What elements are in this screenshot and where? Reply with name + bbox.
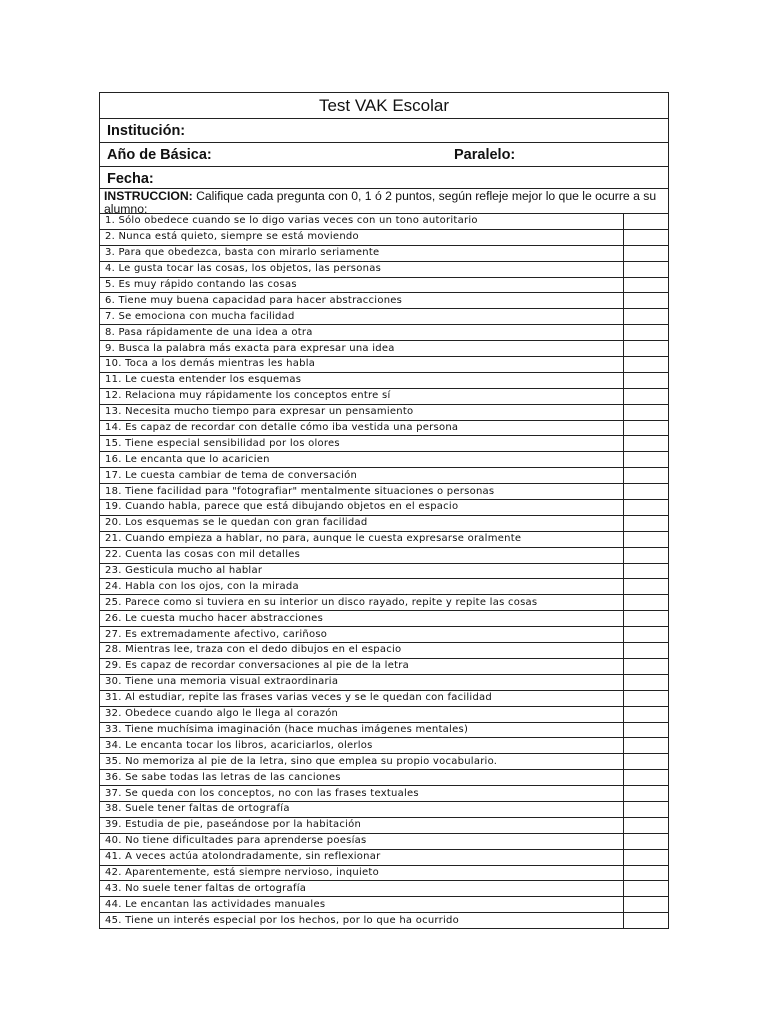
question-text: 16. Le encanta que lo acaricien xyxy=(100,452,624,468)
answer-cell[interactable] xyxy=(624,436,669,452)
question-text: 30. Tiene una memoria visual extraordinaria xyxy=(100,674,624,690)
answer-cell[interactable] xyxy=(624,801,669,817)
question-row xyxy=(100,595,668,611)
question-row xyxy=(100,833,668,849)
answer-cell[interactable] xyxy=(624,579,669,595)
question-row xyxy=(100,531,668,547)
question-text: 36. Se sabe todas las letras de las canciones xyxy=(100,770,624,786)
answer-cell[interactable] xyxy=(624,341,669,357)
question-row xyxy=(100,309,668,325)
vak-test-form xyxy=(99,92,669,929)
answer-cell[interactable] xyxy=(624,420,669,436)
question-text: 10. Toca a los demás mientras les habla xyxy=(100,357,624,373)
question-text: 29. Es capaz de recordar conversaciones al pie de la letra xyxy=(100,658,624,674)
question-text: 15. Tiene especial sensibilidad por los olores xyxy=(100,436,624,452)
question-text: 1. Sólo obedece cuando se lo digo varias veces con un tono autoritario xyxy=(100,214,624,229)
question-text: 19. Cuando habla, parece que está dibujando objetos en el espacio xyxy=(100,500,624,516)
question-text: 8. Pasa rápidamente de una idea a otra xyxy=(100,325,624,341)
answer-cell[interactable] xyxy=(624,817,669,833)
question-text: 32. Obedece cuando algo le llega al corazón xyxy=(100,706,624,722)
question-row xyxy=(100,357,668,373)
question-text: 22. Cuenta las cosas con mil detalles xyxy=(100,547,624,563)
question-row xyxy=(100,770,668,786)
question-text: 43. No suele tener faltas de ortografía xyxy=(100,881,624,897)
answer-cell[interactable] xyxy=(624,214,669,229)
question-row xyxy=(100,563,668,579)
question-text: 28. Mientras lee, traza con el dedo dibujos en el espacio xyxy=(100,643,624,659)
answer-cell[interactable] xyxy=(624,293,669,309)
question-row xyxy=(100,372,668,388)
question-text: 5. Es muy rápido contando las cosas xyxy=(100,277,624,293)
question-row xyxy=(100,261,668,277)
question-row xyxy=(100,277,668,293)
question-text: 38. Suele tener faltas de ortografía xyxy=(100,801,624,817)
question-row xyxy=(100,420,668,436)
answer-cell[interactable] xyxy=(624,658,669,674)
question-text: 23. Gesticula mucho al hablar xyxy=(100,563,624,579)
question-row xyxy=(100,801,668,817)
answer-cell[interactable] xyxy=(624,865,669,881)
question-text: 25. Parece como si tuviera en su interior un disco rayado, repite y repite las cosas xyxy=(100,595,624,611)
answer-cell[interactable] xyxy=(624,643,669,659)
question-row xyxy=(100,214,668,229)
answer-cell[interactable] xyxy=(624,897,669,913)
question-row xyxy=(100,325,668,341)
answer-cell[interactable] xyxy=(624,388,669,404)
answer-cell[interactable] xyxy=(624,770,669,786)
question-text: 12. Relaciona muy rápidamente los conceptos entre sí xyxy=(100,388,624,404)
question-text: 37. Se queda con los conceptos, no con las frases textuales xyxy=(100,786,624,802)
anio-field[interactable]: Año de Básica: xyxy=(107,147,212,163)
question-row xyxy=(100,738,668,754)
question-text: 33. Tiene muchísima imaginación (hace muchas imágenes mentales) xyxy=(100,722,624,738)
answer-cell[interactable] xyxy=(624,611,669,627)
question-text: 3. Para que obedezca, basta con mirarlo seriamente xyxy=(100,245,624,261)
question-row xyxy=(100,897,668,913)
question-text: 24. Habla con los ojos, con la mirada xyxy=(100,579,624,595)
answer-cell[interactable] xyxy=(624,595,669,611)
question-row xyxy=(100,865,668,881)
question-row xyxy=(100,484,668,500)
answer-cell[interactable] xyxy=(624,484,669,500)
question-text: 4. Le gusta tocar las cosas, los objetos, las personas xyxy=(100,261,624,277)
question-text: 20. Los esquemas se le quedan con gran facilidad xyxy=(100,515,624,531)
answer-cell[interactable] xyxy=(624,309,669,325)
anio-paralelo-row xyxy=(100,143,668,167)
question-row xyxy=(100,706,668,722)
answer-cell[interactable] xyxy=(624,372,669,388)
question-text: 14. Es capaz de recordar con detalle cómo iba vestida una persona xyxy=(100,420,624,436)
answer-cell[interactable] xyxy=(624,849,669,865)
question-row xyxy=(100,500,668,516)
answer-cell[interactable] xyxy=(624,245,669,261)
question-text: 26. Le cuesta mucho hacer abstracciones xyxy=(100,611,624,627)
fecha-field[interactable] xyxy=(100,167,668,189)
answer-cell[interactable] xyxy=(624,515,669,531)
answer-cell[interactable] xyxy=(624,325,669,341)
question-row xyxy=(100,849,668,865)
question-row xyxy=(100,913,668,928)
institucion-label: Institución: xyxy=(107,123,186,139)
question-text: 45. Tiene un interés especial por los hechos, por lo que ha ocurrido xyxy=(100,913,624,928)
answer-cell[interactable] xyxy=(624,531,669,547)
question-text: 18. Tiene facilidad para "fotografiar" mentalmente situaciones o personas xyxy=(100,484,624,500)
question-text: 41. A veces actúa atolondradamente, sin reflexionar xyxy=(100,849,624,865)
question-row xyxy=(100,722,668,738)
answer-cell[interactable] xyxy=(624,706,669,722)
answer-cell[interactable] xyxy=(624,913,669,928)
question-row xyxy=(100,643,668,659)
question-text: 11. Le cuesta entender los esquemas xyxy=(100,372,624,388)
answer-cell[interactable] xyxy=(624,690,669,706)
answer-cell[interactable] xyxy=(624,738,669,754)
question-row xyxy=(100,515,668,531)
answer-cell[interactable] xyxy=(624,674,669,690)
answer-cell[interactable] xyxy=(624,833,669,849)
answer-cell[interactable] xyxy=(624,500,669,516)
form-title: Test VAK Escolar xyxy=(100,93,668,119)
question-row xyxy=(100,436,668,452)
answer-cell[interactable] xyxy=(624,881,669,897)
question-text: 42. Aparentemente, está siempre nervioso, inquieto xyxy=(100,865,624,881)
question-text: 40. No tiene dificultades para aprenderse poesías xyxy=(100,833,624,849)
fecha-label: Fecha: xyxy=(107,171,154,187)
question-text: 9. Busca la palabra más exacta para expresar una idea xyxy=(100,341,624,357)
question-row xyxy=(100,611,668,627)
answer-cell[interactable] xyxy=(624,229,669,245)
question-row xyxy=(100,627,668,643)
question-row xyxy=(100,468,668,484)
question-row xyxy=(100,452,668,468)
question-text: 13. Necesita mucho tiempo para expresar un pensamiento xyxy=(100,404,624,420)
question-row xyxy=(100,690,668,706)
question-text: 17. Le cuesta cambiar de tema de conversación xyxy=(100,468,624,484)
question-row xyxy=(100,658,668,674)
question-text: 44. Le encantan las actividades manuales xyxy=(100,897,624,913)
answer-cell[interactable] xyxy=(624,754,669,770)
question-text: 7. Se emociona con mucha facilidad xyxy=(100,309,624,325)
question-row xyxy=(100,579,668,595)
instruction-label: INSTRUCCION: xyxy=(104,189,193,203)
question-row xyxy=(100,817,668,833)
question-row xyxy=(100,547,668,563)
instruction-text xyxy=(100,189,668,214)
question-text: 35. No memoriza al pie de la letra, sino que emplea su propio vocabulario. xyxy=(100,754,624,770)
answer-cell[interactable] xyxy=(624,452,669,468)
paralelo-field[interactable]: Paralelo: xyxy=(454,147,516,163)
question-row xyxy=(100,786,668,802)
question-text: 39. Estudia de pie, paseándose por la habitación xyxy=(100,817,624,833)
answer-cell[interactable] xyxy=(624,404,669,420)
question-row xyxy=(100,674,668,690)
question-text: 21. Cuando empieza a hablar, no para, aunque le cuesta expresarse oralmente xyxy=(100,531,624,547)
question-row xyxy=(100,293,668,309)
answer-cell[interactable] xyxy=(624,277,669,293)
question-row xyxy=(100,341,668,357)
question-row xyxy=(100,245,668,261)
question-row xyxy=(100,754,668,770)
answer-cell[interactable] xyxy=(624,261,669,277)
answer-cell[interactable] xyxy=(624,468,669,484)
answer-cell[interactable] xyxy=(624,547,669,563)
instruction-body: Califique cada pregunta con 0, 1 ó 2 puntos, según refleje mejor lo que le ocurre a su alumno: xyxy=(104,189,657,216)
question-row xyxy=(100,388,668,404)
question-text: 34. Le encanta tocar los libros, acariciarlos, olerlos xyxy=(100,738,624,754)
answer-cell[interactable] xyxy=(624,563,669,579)
answer-cell[interactable] xyxy=(624,786,669,802)
questions-table xyxy=(100,214,668,928)
question-text: 2. Nunca está quieto, siempre se está moviendo xyxy=(100,229,624,245)
question-text: 31. Al estudiar, repite las frases varias veces y se le quedan con facilidad xyxy=(100,690,624,706)
question-text: 27. Es extremadamente afectivo, cariñoso xyxy=(100,627,624,643)
question-row xyxy=(100,404,668,420)
answer-cell[interactable] xyxy=(624,627,669,643)
question-text: 6. Tiene muy buena capacidad para hacer abstracciones xyxy=(100,293,624,309)
answer-cell[interactable] xyxy=(624,722,669,738)
question-row xyxy=(100,881,668,897)
question-row xyxy=(100,229,668,245)
answer-cell[interactable] xyxy=(624,357,669,373)
institucion-field[interactable] xyxy=(100,119,668,143)
